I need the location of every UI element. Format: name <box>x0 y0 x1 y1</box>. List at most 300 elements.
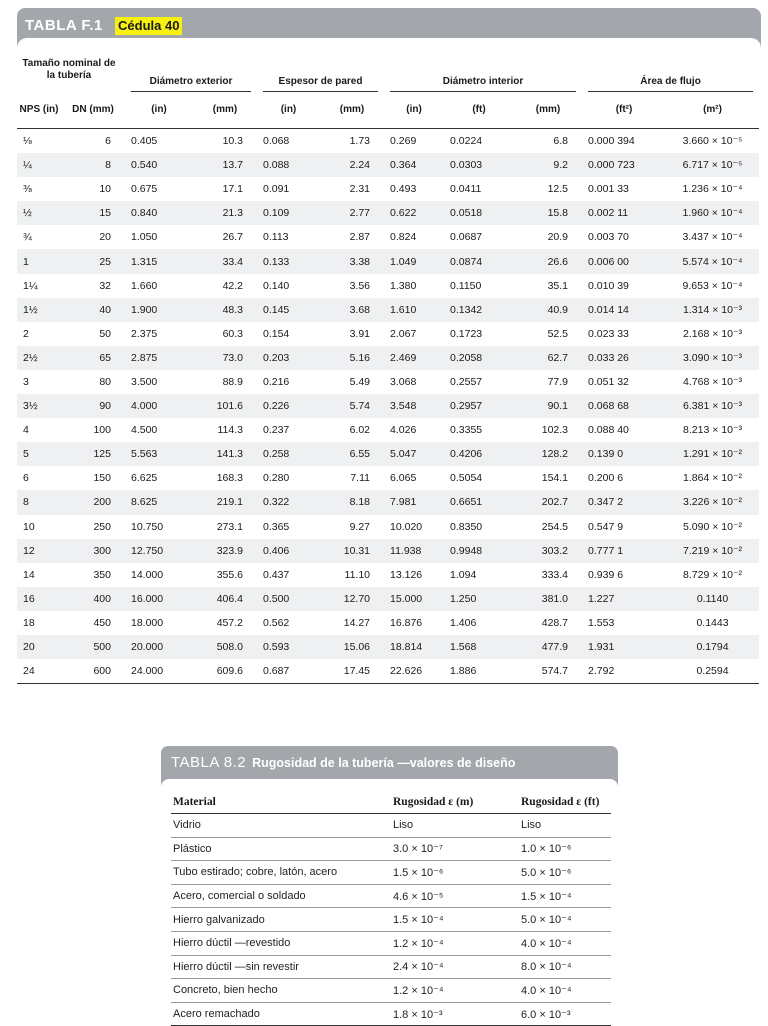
table-cell: 0.5054 <box>450 472 483 485</box>
table-row <box>17 225 759 249</box>
table-cell: 80 <box>99 375 111 388</box>
table-cell: 11.938 <box>384 539 444 563</box>
table-cell: 0.068 <box>263 135 290 148</box>
table-cell: 0.437 <box>263 568 290 581</box>
table-82-number: TABLA 8.2 <box>171 754 247 771</box>
table-cell: 0.4206 <box>444 442 514 466</box>
table-cell: 25 <box>61 249 125 273</box>
table-cell: 10 <box>23 520 35 533</box>
table-cell: 0.8350 <box>450 520 483 533</box>
table-cell: 219.1 <box>193 490 257 514</box>
table-row <box>17 635 759 659</box>
table-cell: 303.2 <box>514 539 582 563</box>
table-cell: 0.068 68 <box>582 394 666 418</box>
table-cell: 3.548 <box>384 394 444 418</box>
table-cell: 0.1443 <box>696 616 729 629</box>
table-cell: 1.380 <box>390 279 417 292</box>
header-wall-thickness: Espesor de pared <box>257 58 384 92</box>
table-cell: 26.6 <box>514 249 582 273</box>
table-cell: 20 <box>99 231 111 244</box>
table-cell: 40.9 <box>514 298 582 322</box>
table-cell: 33.4 <box>193 249 257 273</box>
table-cell: 5.0 × 10⁻⁶ <box>519 861 611 885</box>
table-cell: 3.68 <box>320 298 384 322</box>
table-cell: 250 <box>93 520 111 533</box>
table-cell: 5 <box>17 442 61 466</box>
table-row <box>171 979 611 1003</box>
table-cell: 2.375 <box>131 327 158 340</box>
table-cell: 1.2 × 10⁻⁴ <box>391 979 519 1003</box>
table-cell: 8.18 <box>320 490 384 514</box>
table-f1-body-panel <box>17 38 761 728</box>
table-cell: 0.562 <box>263 616 290 629</box>
table-cell: 10.31 <box>320 539 384 563</box>
table-cell: 154.1 <box>541 472 569 485</box>
table-cell: 77.9 <box>547 375 569 388</box>
table-cell: 0.200 6 <box>588 472 624 485</box>
table-cell: 0.109 <box>257 201 320 225</box>
table-cell: 1.2 × 10⁻⁴ <box>391 931 519 955</box>
table-cell: 4.0 × 10⁻⁴ <box>519 979 611 1003</box>
table-cell: 21.3 <box>193 201 257 225</box>
table-cell: 1¼ <box>23 279 38 292</box>
table-cell: 3.090 × 10⁻³ <box>666 346 759 370</box>
table-cell: 1.315 <box>125 249 193 273</box>
table-cell: Vidrio <box>171 814 391 838</box>
table-cell: 0.2058 <box>444 346 514 370</box>
table-cell: 90.1 <box>514 394 582 418</box>
table-cell: 1.553 <box>588 616 615 629</box>
table-cell: 24 <box>17 659 61 684</box>
table-cell: 0.140 <box>263 279 290 292</box>
table-cell: 0.939 6 <box>588 568 624 581</box>
table-cell: 0.687 <box>257 659 320 684</box>
table-cell: 12.70 <box>320 587 384 611</box>
table-cell: 141.3 <box>193 442 257 466</box>
table-cell: 0.6651 <box>444 490 514 514</box>
table-cell: 1.900 <box>125 298 193 322</box>
table-cell: 10.750 <box>131 520 164 533</box>
table-82-title-text: Rugosidad de la tubería —valores de diseño <box>252 756 516 770</box>
table-cell: 1.931 <box>582 635 666 659</box>
table-cell: 6 <box>23 472 29 485</box>
table-cell: 0.154 <box>263 327 290 340</box>
table-cell: 2½ <box>17 346 61 370</box>
table-cell: 0.0518 <box>444 201 514 225</box>
table-row <box>17 274 759 298</box>
table-cell: 32 <box>99 279 111 292</box>
table-cell: 1.0 × 10⁻⁶ <box>519 837 611 861</box>
table-cell: 3.660 × 10⁻⁵ <box>682 135 743 148</box>
header-area-m2: (m²) <box>666 92 759 129</box>
table-cell: 6.381 × 10⁻³ <box>666 394 759 418</box>
header-area-ft2: (ft²) <box>582 92 666 129</box>
table-82-title <box>171 754 515 772</box>
table-cell: 1.864 × 10⁻² <box>683 472 742 485</box>
header-wall-mm: (mm) <box>320 92 384 129</box>
table-cell: 0.547 9 <box>588 520 624 533</box>
table-f1-title <box>25 13 182 39</box>
table-cell: 1.5 × 10⁻⁶ <box>391 861 519 885</box>
table-cell: 0.622 <box>384 201 444 225</box>
table-cell: 17.45 <box>320 659 384 684</box>
table-row <box>17 466 759 490</box>
table-cell: 2.067 <box>390 327 417 340</box>
table-row <box>17 442 759 466</box>
table-82-panel <box>161 746 618 1024</box>
table-cell: 0.0224 <box>450 135 483 148</box>
table-cell: 0.1794 <box>666 635 759 659</box>
table-cell: 5.090 × 10⁻² <box>683 520 742 533</box>
table-f1-number: TABLA F.1 <box>25 17 103 34</box>
table-cell: 168.3 <box>216 472 243 485</box>
table-cell: 0.840 <box>125 201 193 225</box>
header-inside-diameter: Diámetro interior <box>384 58 582 92</box>
table-cell: 0.033 26 <box>582 346 666 370</box>
table-cell: Tubo estirado; cobre, latón, acero <box>171 861 391 885</box>
table-row <box>171 884 611 908</box>
table-cell: 14.000 <box>131 568 164 581</box>
table-cell: 200 <box>61 490 125 514</box>
table-cell: 0.091 <box>263 183 290 196</box>
table-cell: 0.1723 <box>450 327 483 340</box>
table-cell: 90 <box>61 394 125 418</box>
table-row <box>171 837 611 861</box>
table-row <box>17 539 759 563</box>
table-cell: 6.02 <box>349 424 371 437</box>
table-cell: 4 <box>23 424 29 437</box>
table-cell: 9.653 × 10⁻⁴ <box>682 279 743 292</box>
table-cell: 0.364 <box>384 153 444 177</box>
table-cell: 73.0 <box>193 346 257 370</box>
table-cell: 128.2 <box>514 442 582 466</box>
table-cell: 7.981 <box>384 490 444 514</box>
table-cell: 0.500 <box>257 587 320 611</box>
table-cell: ¾ <box>23 231 32 244</box>
table-cell: 0.014 14 <box>582 298 666 322</box>
table-cell: 5.0 × 10⁻⁴ <box>519 908 611 932</box>
table-cell: 11.10 <box>344 568 371 581</box>
table-cell: 406.4 <box>193 587 257 611</box>
table-cell: 273.1 <box>216 520 243 533</box>
table-cell: 0.9948 <box>444 539 514 563</box>
table-cell: 16.000 <box>125 587 193 611</box>
table-cell: 0.593 <box>257 635 320 659</box>
table-cell: Plástico <box>171 837 391 861</box>
table-cell: 0.493 <box>390 183 417 196</box>
table-cell: 1.250 <box>444 587 514 611</box>
table-cell: 8 <box>17 490 61 514</box>
table-cell: 0.0874 <box>444 249 514 273</box>
table-cell: 50 <box>99 327 111 340</box>
header-id-in: (in) <box>384 92 444 129</box>
table-row <box>17 153 759 177</box>
table-cell: 15.000 <box>384 587 444 611</box>
table-cell: Concreto, bien hecho <box>171 979 391 1003</box>
table-cell: 1.73 <box>349 135 371 148</box>
table-cell: 1.886 <box>444 659 514 684</box>
table-cell: 0.675 <box>131 183 158 196</box>
table-cell: 18.000 <box>131 616 164 629</box>
table-row <box>171 955 611 979</box>
table-cell: 0.051 32 <box>588 375 629 388</box>
table-row <box>17 563 759 587</box>
table-cell: 15.06 <box>320 635 384 659</box>
table-cell: 0.406 <box>257 539 320 563</box>
table-cell: 0.322 <box>257 490 320 514</box>
pipe-roughness-table <box>171 791 611 1026</box>
table-cell: 0.000 723 <box>582 153 666 177</box>
table-cell: 1.5 × 10⁻⁴ <box>391 908 519 932</box>
table-cell: 300 <box>61 539 125 563</box>
table-row <box>17 587 759 611</box>
table-cell: 9.2 <box>514 153 582 177</box>
table-cell: 0.023 33 <box>588 327 629 340</box>
header-id-ft: (ft) <box>444 92 514 129</box>
table-cell: 0.258 <box>257 442 320 466</box>
table-cell: 65 <box>61 346 125 370</box>
table-cell: 12.5 <box>547 183 569 196</box>
table-cell: 8.729 × 10⁻² <box>683 568 742 581</box>
table-cell: 0.0687 <box>450 231 483 244</box>
table-row <box>17 298 759 322</box>
table-cell: 381.0 <box>514 587 582 611</box>
table-cell: 1.050 <box>131 231 158 244</box>
table-cell: 18 <box>23 616 35 629</box>
table-cell: 609.6 <box>193 659 257 684</box>
header-od-in: (in) <box>125 92 193 129</box>
table-cell: 6 <box>105 135 111 148</box>
table-cell: 100 <box>93 424 111 437</box>
table-cell: 0.1342 <box>444 298 514 322</box>
header-nominal-size: Tamaño nominal de la tubería <box>22 58 116 81</box>
table-cell: 2.469 <box>384 346 444 370</box>
table-cell: 0.088 40 <box>588 424 629 437</box>
table-cell: ⅜ <box>23 183 32 196</box>
table-cell: 5.047 <box>384 442 444 466</box>
table-cell: 14.27 <box>343 616 371 629</box>
table-cell: 4.0 × 10⁻⁴ <box>519 931 611 955</box>
table-cell: 4.000 <box>125 394 193 418</box>
table-cell: 20.000 <box>125 635 193 659</box>
table-cell: 0.237 <box>263 424 290 437</box>
table-cell: 0.010 39 <box>588 279 629 292</box>
table-cell: Acero, comercial o soldado <box>171 884 391 908</box>
table-f1-panel <box>17 8 761 728</box>
table-cell: 62.7 <box>514 346 582 370</box>
table-cell: 3.068 <box>390 375 417 388</box>
table-row <box>17 418 759 442</box>
table-cell: 1.660 <box>131 279 158 292</box>
table-row <box>17 394 759 418</box>
table-cell: 5.16 <box>320 346 384 370</box>
table-cell: 22.626 <box>384 659 444 684</box>
table-cell: 477.9 <box>514 635 582 659</box>
table-cell: 14 <box>23 568 35 581</box>
table-cell: 150 <box>93 472 111 485</box>
table-cell: 0.2557 <box>450 375 483 388</box>
table-cell: 2.4 × 10⁻⁴ <box>391 955 519 979</box>
table-cell: 8 <box>61 153 125 177</box>
table-cell: 0.777 1 <box>582 539 666 563</box>
table-cell: 42.2 <box>222 279 243 292</box>
table-cell: 0.003 70 <box>588 231 629 244</box>
table-row <box>17 201 759 225</box>
table-cell: ¼ <box>17 153 61 177</box>
table-cell: 508.0 <box>193 635 257 659</box>
table-cell: 2.875 <box>125 346 193 370</box>
table-cell: 400 <box>61 587 125 611</box>
pipe-dimensions-table <box>17 58 759 684</box>
table-cell: 6.0 × 10⁻³ <box>519 1002 611 1026</box>
table-cell: 6.717 × 10⁻⁵ <box>666 153 759 177</box>
table-row <box>17 490 759 514</box>
table-row <box>17 129 759 154</box>
table-cell: Hierro galvanizado <box>171 908 391 932</box>
table-cell: 3.226 × 10⁻² <box>666 490 759 514</box>
table-cell: 8.0 × 10⁻⁴ <box>519 955 611 979</box>
table-cell: 0.365 <box>263 520 290 533</box>
table-cell: 3.38 <box>320 249 384 273</box>
table-cell: 4.026 <box>390 424 417 437</box>
table-cell: 0.000 394 <box>588 135 635 148</box>
table-cell: 4.768 × 10⁻³ <box>683 375 742 388</box>
table-cell: 4.6 × 10⁻⁵ <box>391 884 519 908</box>
table-cell: 1.227 <box>582 587 666 611</box>
table-cell: 355.6 <box>216 568 243 581</box>
table-cell: Acero remachado <box>171 1002 391 1026</box>
table-cell: 0.269 <box>390 135 417 148</box>
table-cell: 10.020 <box>390 520 423 533</box>
table-cell: 12 <box>17 539 61 563</box>
header-roughness-m: Rugosidad ε (m) <box>391 791 519 814</box>
table-cell: 0.113 <box>263 231 289 244</box>
table-cell: 1½ <box>17 298 61 322</box>
table-cell: 2.24 <box>320 153 384 177</box>
table-cell: 1.8 × 10⁻³ <box>391 1002 519 1026</box>
table-cell: Hierro dúctil —revestido <box>171 931 391 955</box>
table-cell: 13.7 <box>193 153 257 177</box>
table-cell: 10 <box>99 183 111 196</box>
table-cell: 35.1 <box>547 279 569 292</box>
table-cell: 5.49 <box>349 375 371 388</box>
table-cell: 0.3355 <box>450 424 483 437</box>
table-cell: 1.291 × 10⁻² <box>666 442 759 466</box>
table-cell: 20.9 <box>547 231 569 244</box>
table-cell: 2.87 <box>349 231 371 244</box>
table-cell: 15 <box>61 201 125 225</box>
roughness-rows <box>171 814 611 1026</box>
table-cell: 2.77 <box>320 201 384 225</box>
table-cell: 0.0303 <box>444 153 514 177</box>
header-od-mm: (mm) <box>193 92 257 129</box>
table-cell: ⅛ <box>23 135 32 148</box>
table-row <box>171 814 611 838</box>
header-dn: DN (mm) <box>61 92 125 129</box>
table-cell: 0.280 <box>263 472 290 485</box>
table-cell: 3.0 × 10⁻⁷ <box>391 837 519 861</box>
pipe-dimensions-rows <box>17 129 759 684</box>
table-row <box>171 931 611 955</box>
table-row <box>171 861 611 885</box>
table-cell: 7.219 × 10⁻² <box>666 539 759 563</box>
table-cell: 1.960 × 10⁻⁴ <box>666 201 759 225</box>
header-nps: NPS (in) <box>17 92 61 129</box>
table-row <box>17 515 759 539</box>
table-cell: 0.216 <box>263 375 290 388</box>
table-cell: 254.5 <box>541 520 569 533</box>
table-cell: 0.145 <box>257 298 320 322</box>
table-cell: 0.002 11 <box>582 201 666 225</box>
header-roughness-ft: Rugosidad ε (ft) <box>519 791 611 814</box>
table-cell: 0.540 <box>125 153 193 177</box>
table-cell: 3.500 <box>131 375 158 388</box>
table-cell: Liso <box>519 814 611 838</box>
table-row <box>17 177 759 201</box>
table-cell: 16.876 <box>390 616 423 629</box>
header-material: Material <box>171 791 391 814</box>
table-cell: 1.610 <box>384 298 444 322</box>
table-cell: 8.213 × 10⁻³ <box>683 424 742 437</box>
table-cell: 20 <box>17 635 61 659</box>
table-cell: 7.11 <box>350 472 371 485</box>
table-cell: 24.000 <box>125 659 193 684</box>
table-cell: 88.9 <box>222 375 243 388</box>
table-row <box>17 249 759 273</box>
table-cell: 6.625 <box>131 472 158 485</box>
table-cell: 101.6 <box>193 394 257 418</box>
table-cell: 3.91 <box>349 327 371 340</box>
table-cell: 8.625 <box>125 490 193 514</box>
table-cell: 13.126 <box>390 568 423 581</box>
table-cell: 0.405 <box>131 135 158 148</box>
table-cell: 0.133 <box>257 249 320 273</box>
table-cell: 114.3 <box>217 424 243 437</box>
table-row <box>17 370 759 394</box>
table-cell: 0.226 <box>257 394 320 418</box>
table-cell: 3.56 <box>349 279 371 292</box>
table-cell: 457.2 <box>216 616 243 629</box>
table-cell: 1.5 × 10⁻⁴ <box>519 884 611 908</box>
table-cell: 500 <box>61 635 125 659</box>
table-cell: 2 <box>23 327 29 340</box>
table-cell: 125 <box>61 442 125 466</box>
table-cell: Hierro dúctil —sin revestir <box>171 955 391 979</box>
table-cell: 52.5 <box>547 327 569 340</box>
table-cell: 9.27 <box>349 520 371 533</box>
table-cell: 17.1 <box>222 183 243 196</box>
table-cell: 102.3 <box>541 424 569 437</box>
header-id-mm: (mm) <box>514 92 582 129</box>
table-cell: 1.236 × 10⁻⁴ <box>682 183 743 196</box>
table-cell: 4.500 <box>131 424 158 437</box>
table-cell: 5.563 <box>125 442 193 466</box>
table-cell: 1.314 × 10⁻³ <box>666 298 759 322</box>
table-cell: 0.139 0 <box>582 442 666 466</box>
table-cell: 323.9 <box>193 539 257 563</box>
header-flow-area: Área de flujo <box>582 58 759 92</box>
table-cell: 12.750 <box>125 539 193 563</box>
table-cell: 3 <box>23 375 29 388</box>
table-cell: 1.568 <box>444 635 514 659</box>
table-row <box>17 346 759 370</box>
table-row <box>171 908 611 932</box>
table-cell: 10.3 <box>222 135 243 148</box>
table-cell: 6.065 <box>390 472 417 485</box>
table-cell: 16 <box>17 587 61 611</box>
header-outside-diameter: Diámetro exterior <box>125 58 257 92</box>
table-f1-subtitle: Cédula 40 <box>115 17 182 35</box>
